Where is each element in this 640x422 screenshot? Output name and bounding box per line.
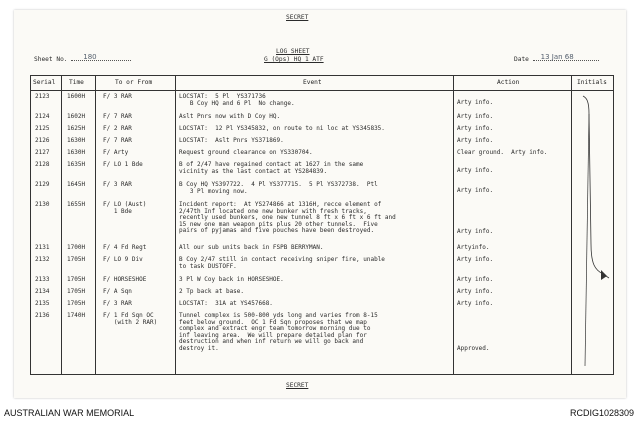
sheet-number-label — [34, 53, 131, 63]
row-action: Arty info. — [457, 99, 494, 106]
row-event: LOCSTAT: 31A at YS457668. — [179, 300, 273, 307]
sheet-number-field — [71, 53, 131, 61]
date-value: 13 Jan 68 — [540, 53, 574, 61]
row-time: 1635H — [67, 161, 86, 168]
header-action: Action — [497, 79, 520, 86]
log-sheet-title: LOG SHEET — [276, 48, 310, 55]
row-time: 1630H — [67, 137, 86, 144]
row-event: Request ground clearance on YS330704. — [179, 149, 313, 156]
row-event: 2 Tp back at base. — [179, 288, 245, 295]
row-to-from: F/ 1 Fd Sqn OC (with 2 RAR) — [103, 312, 158, 326]
col-divider — [571, 76, 572, 374]
row-to-from: F/ Arty — [103, 149, 129, 156]
row-serial: 2132 — [35, 256, 50, 263]
row-event: 3 Pl W Coy back in HORSESHOE. — [179, 276, 284, 283]
classification-top: SECRET — [286, 14, 309, 21]
col-divider — [453, 76, 454, 374]
row-to-from: F/ HORSESHOE — [103, 276, 147, 283]
row-event: B Coy HQ YS397722. 4 Pl YS377715. 5 Pl YS372738. Ptl 3 Pl moving now. — [179, 181, 378, 195]
row-serial: 2126 — [35, 137, 50, 144]
row-to-from: F/ 4 Fd Regt — [103, 244, 147, 251]
row-time: 1645H — [67, 181, 86, 188]
row-serial: 2128 — [35, 161, 50, 168]
row-time: 1655H — [67, 201, 86, 208]
header-time: Time — [69, 79, 84, 86]
row-to-from: F/ 3 RAR — [103, 300, 132, 307]
row-time: 1630H — [67, 149, 86, 156]
row-action: Arty info. — [457, 167, 494, 174]
date-field — [533, 53, 599, 61]
row-event: LOCSTAT: 12 Pl YS345832, on route to ni loc at YS345835. — [179, 125, 385, 132]
row-event: B Coy 2/47 still in contact receiving sniper fire, unable to task DUSTOFF. — [179, 256, 385, 270]
row-serial: 2124 — [35, 113, 50, 120]
row-time: 1625H — [67, 125, 86, 132]
row-event: LOCSTAT: Aslt Pnrs YS371869. — [179, 137, 284, 144]
row-action: Arty info. — [457, 125, 494, 132]
row-time: 1700H — [67, 244, 86, 251]
row-event: Aslt Pnrs now with D Coy HQ. — [179, 113, 281, 120]
row-time: 1602H — [67, 113, 86, 120]
row-serial: 2133 — [35, 276, 50, 283]
row-to-from: F/ 2 RAR — [103, 125, 132, 132]
row-to-from: F/ LO 1 Bde — [103, 161, 143, 168]
row-serial: 2130 — [35, 201, 50, 208]
sheet-label: Sheet No. — [34, 56, 68, 63]
pen-line-mark — [579, 94, 613, 372]
classification-bottom: SECRET — [286, 382, 309, 389]
row-serial: 2136 — [35, 312, 50, 319]
log-table — [30, 75, 614, 375]
row-time: 1705H — [67, 276, 86, 283]
row-to-from: F/ 3 RAR — [103, 93, 132, 100]
date-label: Date — [514, 56, 529, 63]
log-sheet-page — [14, 10, 626, 398]
row-to-from: F/ LO 9 Div — [103, 256, 143, 263]
row-action: Arty info. — [457, 187, 494, 194]
row-time: 1705H — [67, 300, 86, 307]
row-time: 1600H — [67, 93, 86, 100]
row-action: Arty info. — [457, 228, 494, 235]
header-initials: Initials — [577, 79, 607, 86]
row-action: Arty info. — [457, 256, 494, 263]
row-to-from: F/ 7 RAR — [103, 113, 132, 120]
col-divider — [61, 76, 62, 374]
row-to-from: F/ 3 RAR — [103, 181, 132, 188]
row-action: Artyinfo. — [457, 244, 490, 251]
row-serial: 2131 — [35, 244, 50, 251]
footer-left: AUSTRALIAN WAR MEMORIAL — [4, 408, 135, 418]
header-serial: Serial — [33, 79, 56, 86]
unit-title: G (Ops) HQ 1 ATF — [264, 56, 324, 63]
row-time: 1705H — [67, 288, 86, 295]
row-serial: 2134 — [35, 288, 50, 295]
row-to-from: F/ 7 RAR — [103, 137, 132, 144]
row-action: Arty info. — [457, 137, 494, 144]
header-to-from: To or From — [115, 79, 153, 86]
row-event: Incident report: At YS274866 at 1316H, recce element of 2/47th Inf located one new bunker with fresh tracks, recently used bunkers, one new tunnel 8 ft x 6 ft x 6 ft and 15 new one man weapon pits plus 20 other tunnels. Five pairs of pyjamas and five pouches have been destroyed. — [179, 201, 396, 235]
row-time: 1705H — [67, 256, 86, 263]
date-label-wrap — [514, 53, 599, 63]
row-to-from: F/ A Sqn — [103, 288, 132, 295]
row-action: Arty info. — [457, 113, 494, 120]
row-serial: 2123 — [35, 93, 50, 100]
row-action: Arty info. — [457, 300, 494, 307]
row-serial: 2129 — [35, 181, 50, 188]
row-serial: 2127 — [35, 149, 50, 156]
row-event: Tunnel complex is 500-800 yds long and varies from 8-15 feet below ground. OC 1 Fd Sqn proposes that we map complex and extract engr team tomorrow morning due to inf leaving area. We will prepare detailed plan for destruction and when inf return we will go back and destroy it. — [179, 312, 378, 352]
row-event: LOCSTAT: 5 Pl YS371736 B Coy HQ and 6 Pl No change. — [179, 93, 295, 107]
row-serial: 2125 — [35, 125, 50, 132]
col-divider — [175, 76, 176, 374]
footer-right: RCDIG1028309 — [569, 408, 634, 418]
sheet-number: 180 — [83, 53, 97, 61]
row-to-from: F/ LO (Aust) 1 Bde — [103, 201, 147, 215]
row-event: B of 2/47 have regained contact at 1627 in the same vicinity as the last contact at YS284839. — [179, 161, 364, 175]
row-action: Arty info. — [457, 288, 494, 295]
row-event: All our sub units back in FSPB BERRYMAN. — [179, 244, 324, 251]
row-action: Arty info. — [457, 276, 494, 283]
row-time: 1740H — [67, 312, 86, 319]
header-event: Event — [303, 79, 322, 86]
row-serial: 2135 — [35, 300, 50, 307]
row-action: Clear ground. Arty info. — [457, 149, 548, 156]
col-divider — [95, 76, 96, 374]
row-action: Approved. — [457, 344, 490, 352]
header-divider — [31, 90, 613, 91]
